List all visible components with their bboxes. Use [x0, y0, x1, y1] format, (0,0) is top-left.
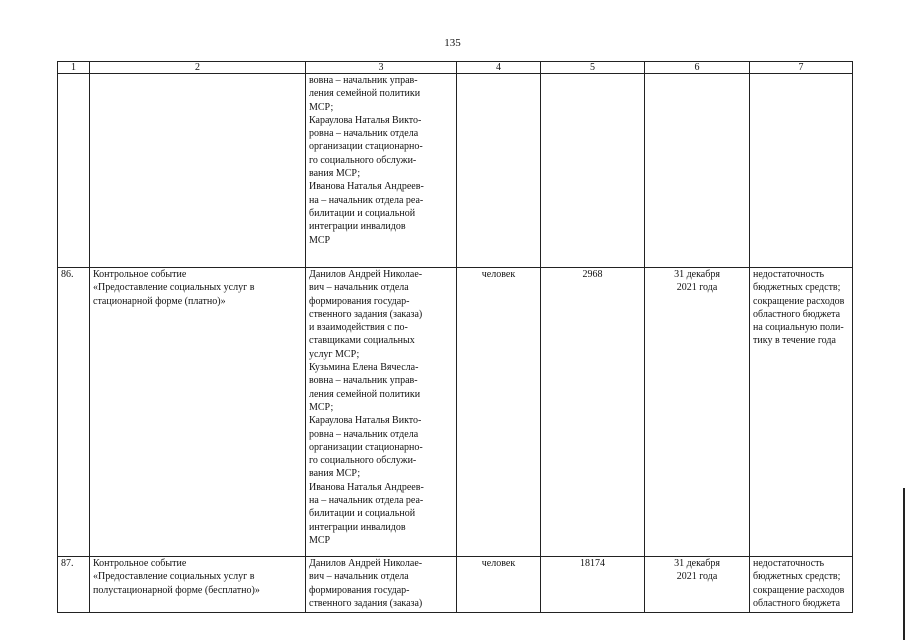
risk-cell: недостаточность бюджетных средств; сокращение расходов областного бюджета — [750, 557, 853, 613]
unit-cell: человек — [457, 268, 541, 557]
column-header: 1 — [58, 62, 90, 74]
header-row — [58, 62, 853, 74]
column-header: 7 — [750, 62, 853, 74]
table-row — [58, 268, 853, 557]
responsible-cell: Данилов Андрей Николае- вич – начальник отдела формирования государ- ственного задания (заказа) и взаимодействия с по- ставщиками социальных услуг МСР; Кузьмина Елена Вячесла- вовна – начальник управ- ления семейной политики МСР; Караулова Наталья Викто- ровна – начальник отдела организации стационарно- го социального обслужи- вания МСР; Иванова Наталья Андреев- на – начальник отдела реа- билитации и социальной интеграции инвалидов МСР — [306, 268, 457, 557]
row-number — [58, 74, 90, 268]
unit-cell — [457, 74, 541, 268]
unit-cell: человек — [457, 557, 541, 613]
column-header: 3 — [306, 62, 457, 74]
event-cell — [90, 74, 306, 268]
date-cell: 31 декабря 2021 года — [645, 268, 750, 557]
responsible-cell: вовна – начальник управ- ления семейной политики МСР; Караулова Наталья Викто- ровна – начальник отдела организации стационарно- го социального обслужи- вания МСР; Иванова Наталья Андреев- на – начальник отдела реа- билитации и социальной интеграции инвалидов МСР — [306, 74, 457, 268]
date-cell: 31 декабря 2021 года — [645, 557, 750, 613]
column-header: 5 — [541, 62, 645, 74]
plan-table — [57, 61, 853, 613]
table-row — [58, 74, 853, 268]
row-number: 86. — [58, 268, 90, 557]
column-header: 4 — [457, 62, 541, 74]
risk-cell — [750, 74, 853, 268]
responsible-cell: Данилов Андрей Николае- вич – начальник отдела формирования государ- ственного задания (заказа) — [306, 557, 457, 613]
value-cell — [541, 74, 645, 268]
risk-cell: недостаточность бюджетных средств; сокращение расходов областного бюджета на социальную поли- тику в течение года — [750, 268, 853, 557]
column-header: 6 — [645, 62, 750, 74]
row-number: 87. — [58, 557, 90, 613]
page-number: 135 — [444, 37, 461, 49]
table-row — [58, 557, 853, 613]
column-header: 2 — [90, 62, 306, 74]
value-cell: 18174 — [541, 557, 645, 613]
value-cell: 2968 — [541, 268, 645, 557]
event-cell: Контрольное событие «Предоставление социальных услуг в стационарной форме (платно)» — [90, 268, 306, 557]
date-cell — [645, 74, 750, 268]
event-cell: Контрольное событие «Предоставление социальных услуг в полустационарной форме (бесплатно)» — [90, 557, 306, 613]
